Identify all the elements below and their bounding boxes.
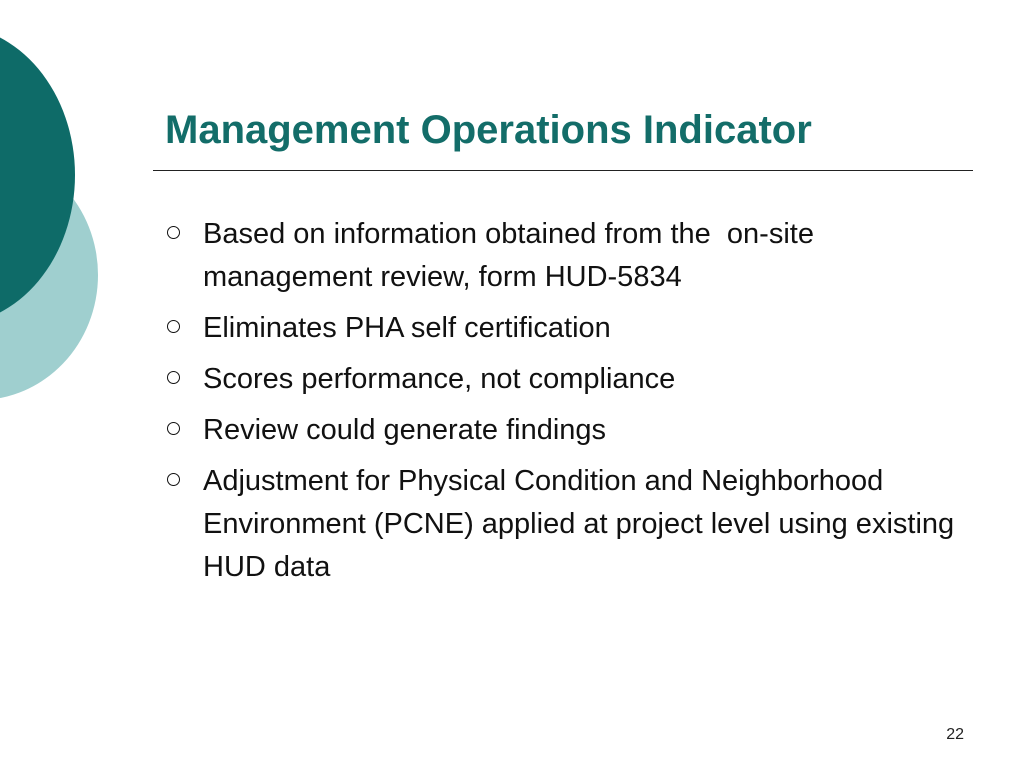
- slide-title: Management Operations Indicator: [165, 108, 812, 152]
- bullet-list: [165, 213, 965, 597]
- bullet-text: Eliminates PHA self certification: [203, 312, 611, 344]
- bullet-text: Scores performance, not compliance: [203, 363, 676, 395]
- hollow-circle-bullet-icon: [167, 371, 180, 384]
- page-number: 22: [946, 726, 964, 743]
- bullet-item: [165, 213, 965, 299]
- bullet-text: Adjustment for Physical Condition and Neighborhood Environment (PCNE) applied at project level using existing HUD data: [203, 465, 963, 583]
- hollow-circle-bullet-icon: [167, 422, 180, 435]
- hollow-circle-bullet-icon: [167, 226, 180, 239]
- bullet-item: [165, 460, 965, 589]
- bullet-item: [165, 409, 965, 452]
- hollow-circle-bullet-icon: [167, 473, 180, 486]
- title-divider: [153, 170, 973, 171]
- bullet-text: Based on information obtained from the on-site management review, form HUD-5834: [203, 218, 823, 293]
- bullet-text: Review could generate findings: [203, 414, 607, 446]
- bullet-item: [165, 307, 965, 350]
- hollow-circle-bullet-icon: [167, 320, 180, 333]
- bullet-item: [165, 358, 965, 401]
